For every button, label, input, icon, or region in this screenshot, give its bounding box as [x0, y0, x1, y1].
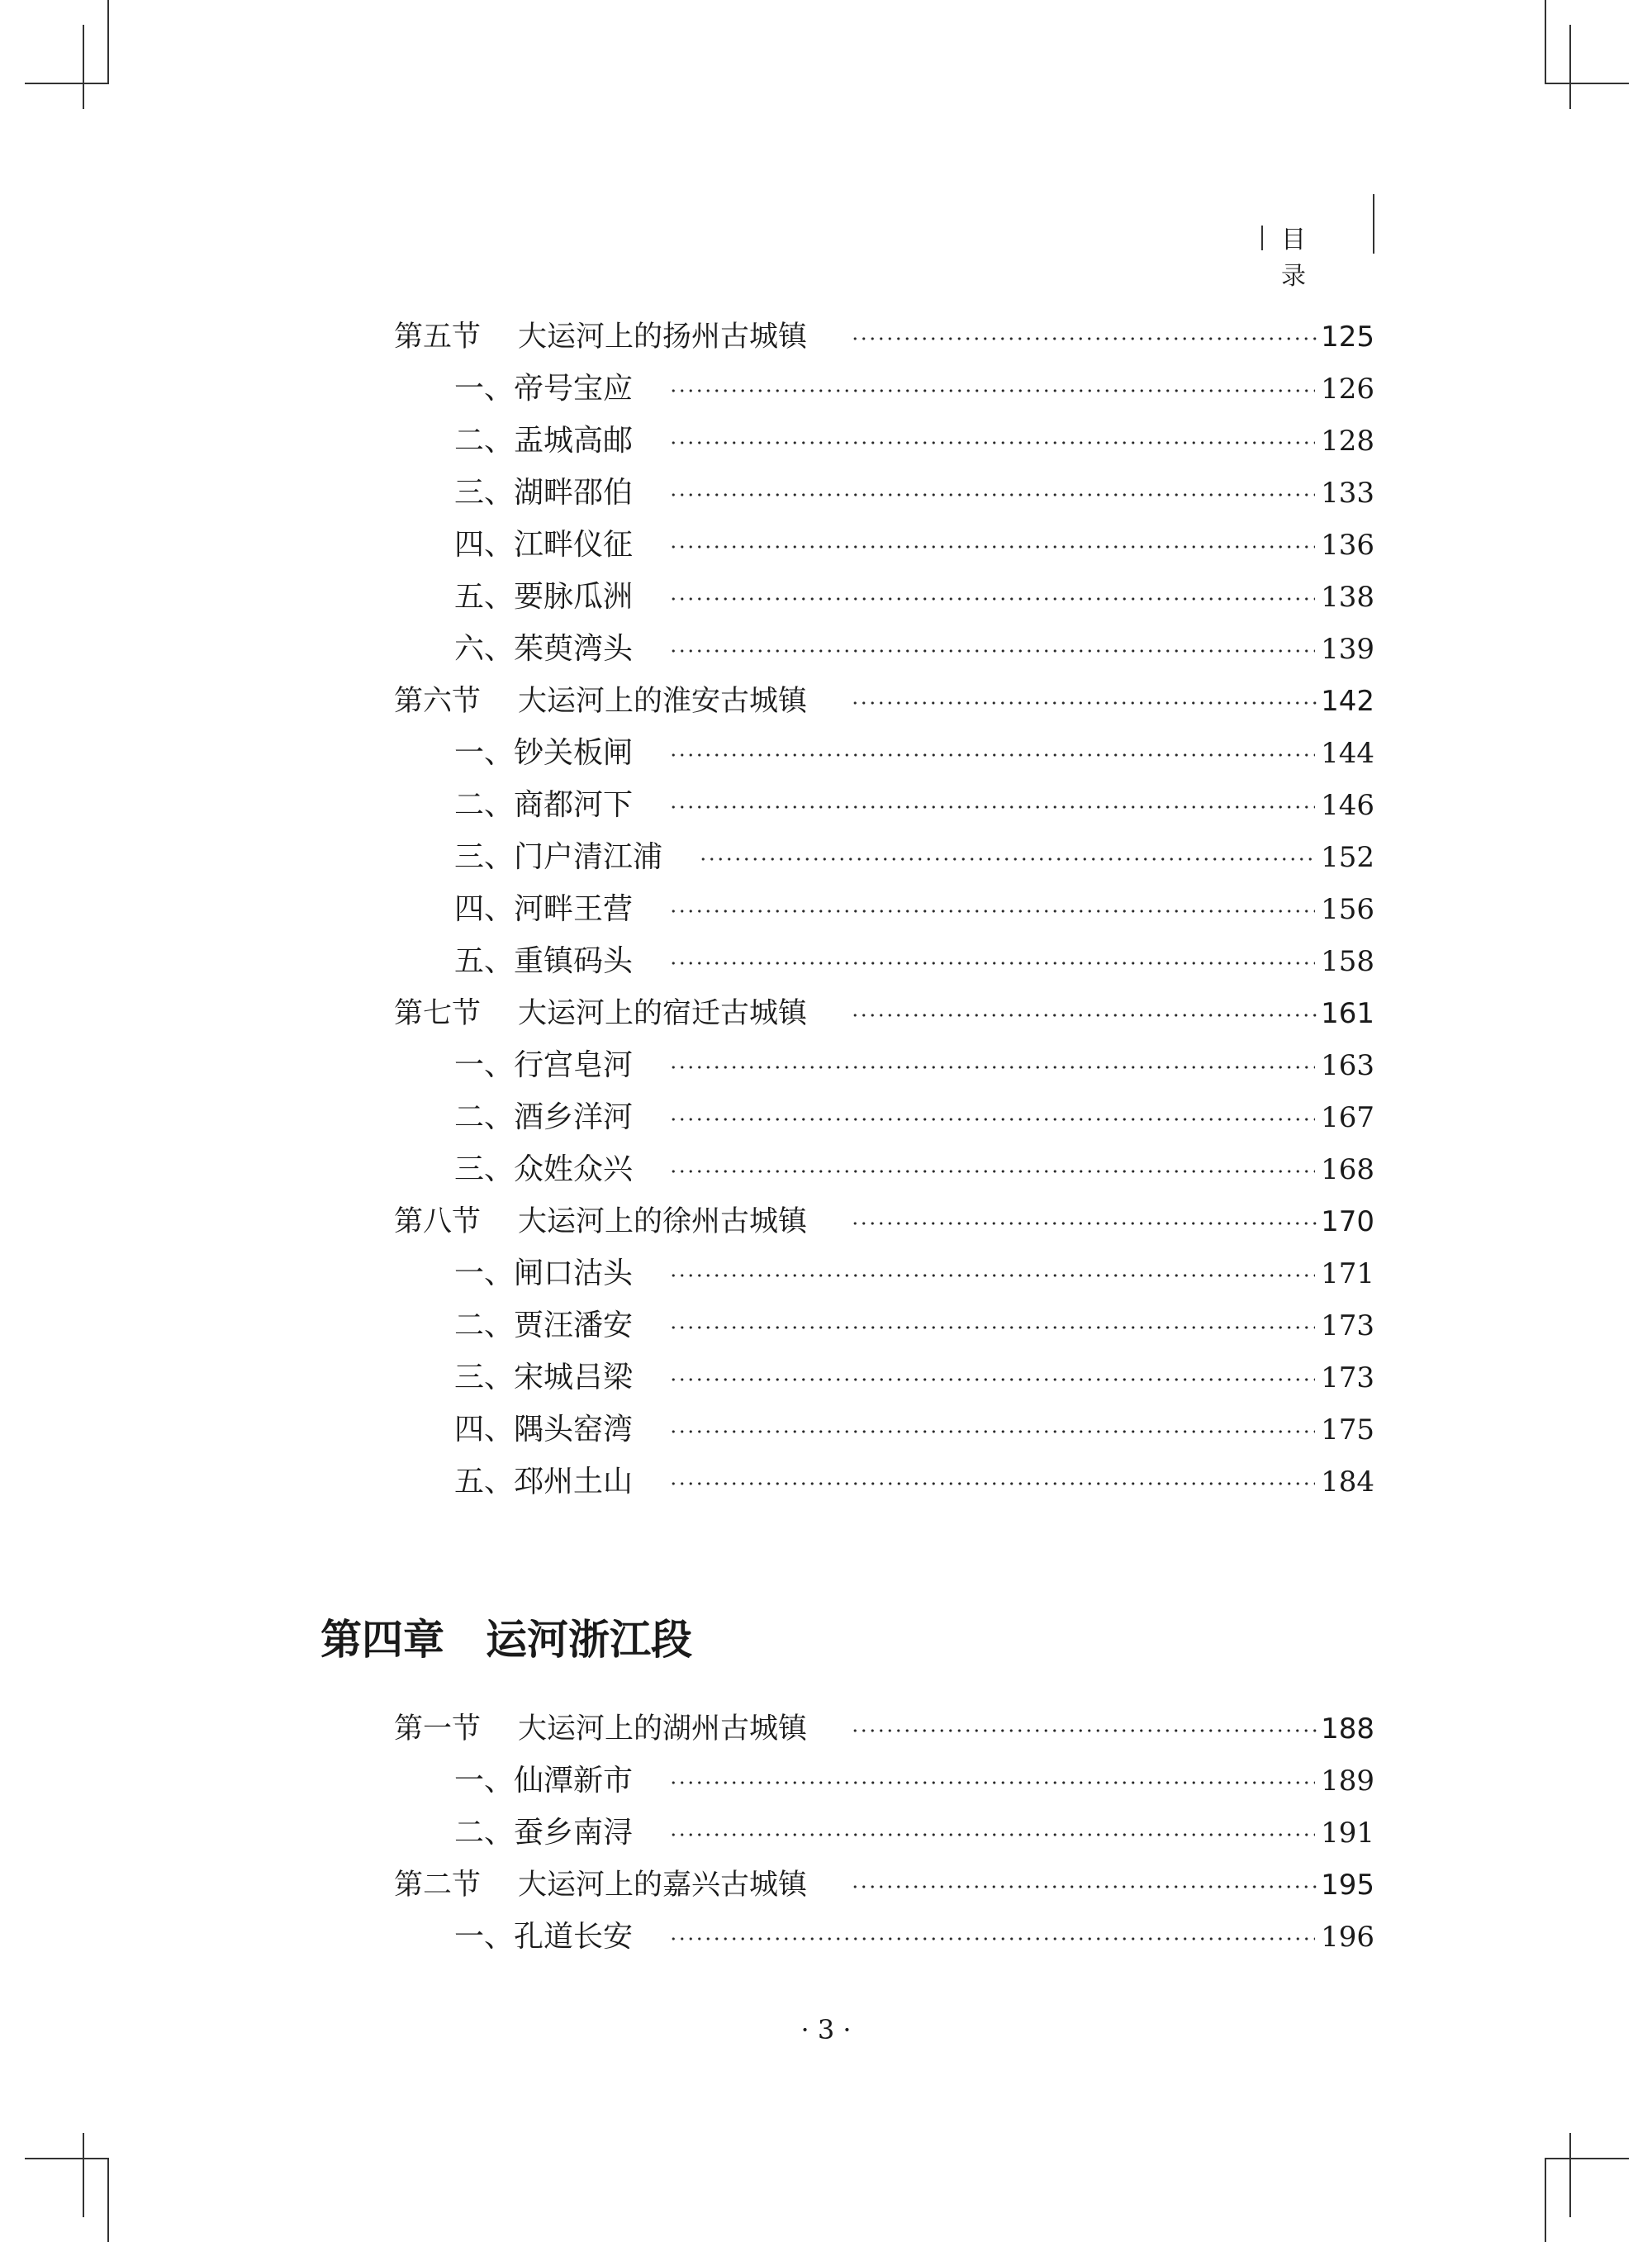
toc-leader-dots [669, 597, 1315, 601]
toc-subsection-label: 二、酒乡洋河 [454, 1100, 634, 1134]
toc-subsection-row[interactable] [0, 1405, 1652, 1455]
toc-page-number: 126 [1321, 373, 1374, 406]
chapter-number: 第四章 [320, 1615, 444, 1664]
toc-page-number: 133 [1321, 477, 1374, 510]
toc-subsection-row[interactable] [0, 364, 1652, 414]
toc-subsection-label: 三、门户清江浦 [454, 840, 663, 874]
toc-subsection-row[interactable] [0, 1093, 1652, 1142]
toc-page-number: 152 [1321, 841, 1374, 874]
toc-leader-dots [669, 1066, 1315, 1069]
toc-page-number: 144 [1321, 737, 1374, 770]
toc-subsection-row[interactable] [0, 1041, 1652, 1090]
toc-subsection-label: 四、河畔王营 [454, 892, 634, 926]
toc-subsection-label: 二、贾汪潘安 [454, 1309, 634, 1342]
toc-subsection-label: 三、众姓众兴 [454, 1152, 634, 1186]
chapter-heading [320, 1607, 692, 1673]
toc-section-row[interactable] [0, 989, 1652, 1038]
toc-page-number: 173 [1321, 1361, 1374, 1394]
toc-page-number: 173 [1321, 1309, 1374, 1342]
toc-section-title: 大运河上的嘉兴古城镇 [518, 1869, 808, 1902]
toc-page-number: 188 [1321, 1712, 1374, 1746]
toc-leader-dots [669, 441, 1315, 444]
toc-subsection-label: 五、要脉瓜洲 [454, 580, 634, 614]
toc-subsection-row[interactable] [0, 1301, 1652, 1351]
toc-subsection-row[interactable] [0, 1808, 1652, 1858]
toc-leader-dots [669, 1430, 1315, 1433]
toc-subsection-row[interactable] [0, 468, 1652, 518]
toc-section-number: 第二节 [394, 1869, 482, 1902]
toc-subsection-row[interactable] [0, 729, 1652, 778]
toc-page-number: 184 [1321, 1465, 1374, 1499]
toc-section-title: 大运河上的宿迁古城镇 [518, 997, 808, 1030]
toc-leader-dots [669, 389, 1315, 392]
toc-subsection-label: 一、帝号宝应 [454, 372, 634, 406]
toc-section-number: 第七节 [394, 997, 482, 1030]
toc-page-number: 163 [1321, 1049, 1374, 1082]
running-head-bar [1261, 226, 1263, 250]
toc-page-number: 156 [1321, 893, 1374, 926]
toc-subsection-label: 二、蚕乡南浔 [454, 1816, 634, 1850]
toc-leader-dots [669, 1118, 1315, 1121]
toc-section-row[interactable] [0, 1197, 1652, 1247]
toc-subsection-label: 一、闸口沽头 [454, 1256, 634, 1290]
toc-subsection-row[interactable] [0, 781, 1652, 830]
toc-section-label [394, 989, 807, 1038]
toc-leader-dots [851, 337, 1317, 340]
toc-section-number: 第八节 [394, 1205, 482, 1238]
toc-subsection-label: 三、宋城吕梁 [454, 1361, 634, 1394]
running-head-rule [1373, 194, 1374, 254]
toc-page-number: 128 [1321, 425, 1374, 458]
toc-section-number: 第五节 [394, 321, 482, 354]
toc-page-number: 146 [1321, 789, 1374, 822]
toc-section-label [394, 1197, 807, 1247]
toc-subsection-label: 一、钞关板闸 [454, 736, 634, 770]
toc-leader-dots [669, 1937, 1315, 1940]
toc-leader-dots [851, 1729, 1317, 1732]
toc-leader-dots [669, 753, 1315, 757]
toc-page-number: 189 [1321, 1765, 1374, 1798]
toc-leader-dots [669, 962, 1315, 965]
toc-page-number: 158 [1321, 945, 1374, 978]
toc-page-number: 161 [1321, 997, 1374, 1030]
toc-page-number: 191 [1321, 1817, 1374, 1850]
toc-subsection-row[interactable] [0, 1145, 1652, 1195]
toc-subsection-row[interactable] [0, 833, 1652, 882]
toc-leader-dots [851, 1222, 1317, 1225]
toc-section-row[interactable] [0, 312, 1652, 362]
toc-leader-dots [669, 1378, 1315, 1381]
toc-subsection-row[interactable] [0, 937, 1652, 986]
toc-leader-dots [699, 857, 1315, 861]
toc-page-number: 139 [1321, 633, 1374, 666]
toc-page-number: 125 [1321, 321, 1374, 354]
toc-leader-dots [669, 1326, 1315, 1329]
toc-subsection-row[interactable] [0, 520, 1652, 570]
toc-section-title: 大运河上的淮安古城镇 [518, 685, 808, 718]
toc-section-title: 大运河上的扬州古城镇 [518, 321, 808, 354]
toc-subsection-row[interactable] [0, 1912, 1652, 1962]
toc-subsection-label: 四、隅头窑湾 [454, 1413, 634, 1446]
toc-section-label [394, 1704, 807, 1754]
toc-subsection-row[interactable] [0, 885, 1652, 934]
toc-subsection-label: 一、行宫皂河 [454, 1048, 634, 1082]
toc-section-number: 第六节 [394, 685, 482, 718]
toc-page-number: 195 [1321, 1869, 1374, 1902]
toc-section-label [394, 312, 807, 362]
toc-leader-dots [669, 1833, 1315, 1836]
toc-leader-dots [669, 493, 1315, 496]
toc-subsection-row[interactable] [0, 625, 1652, 674]
toc-section-row[interactable] [0, 1704, 1652, 1754]
toc-leader-dots [669, 545, 1315, 549]
toc-subsection-row[interactable] [0, 1756, 1652, 1806]
toc-page-number: 138 [1321, 581, 1374, 614]
toc-section-title: 大运河上的湖州古城镇 [518, 1712, 808, 1746]
toc-page-number: 196 [1321, 1921, 1374, 1954]
toc-section-row[interactable] [0, 677, 1652, 726]
toc-page-number: 142 [1321, 685, 1374, 718]
toc-page-number: 175 [1321, 1413, 1374, 1446]
toc-leader-dots [669, 1274, 1315, 1277]
chapter-title: 运河浙江段 [486, 1615, 692, 1664]
running-head-title: 目 录 [1281, 226, 1326, 291]
toc-leader-dots [669, 910, 1315, 913]
page-number: · 3 · [800, 2014, 852, 2045]
toc-leader-dots [669, 649, 1315, 653]
toc-subsection-row[interactable] [0, 1249, 1652, 1299]
toc-leader-dots [669, 1170, 1315, 1173]
toc-subsection-label: 五、邳州土山 [454, 1465, 634, 1499]
toc-subsection-row[interactable] [0, 1457, 1652, 1507]
toc-leader-dots [669, 1781, 1315, 1784]
running-head [1243, 219, 1375, 291]
toc-section-row[interactable] [0, 1860, 1652, 1910]
toc-subsection-row[interactable] [0, 416, 1652, 466]
toc-subsection-label: 二、商都河下 [454, 788, 634, 822]
toc-subsection-label: 六、茱萸湾头 [454, 632, 634, 666]
toc-leader-dots [669, 1482, 1315, 1485]
toc-subsection-label: 四、江畔仪征 [454, 528, 634, 562]
toc-section-number: 第一节 [394, 1712, 482, 1746]
toc-leader-dots [851, 1014, 1317, 1017]
toc-page-number: 171 [1321, 1257, 1374, 1290]
toc-subsection-label: 一、孔道长安 [454, 1920, 634, 1954]
toc-leader-dots [851, 701, 1317, 705]
toc-subsection-label: 一、仙潭新市 [454, 1764, 634, 1798]
toc-page-number: 168 [1321, 1153, 1374, 1186]
toc-page-number: 170 [1321, 1205, 1374, 1238]
toc-subsection-label: 二、盂城高邮 [454, 424, 634, 458]
toc-subsection-label: 三、湖畔邵伯 [454, 476, 634, 510]
toc-subsection-label: 五、重镇码头 [454, 944, 634, 978]
toc-subsection-row[interactable] [0, 572, 1652, 622]
toc-leader-dots [669, 805, 1315, 809]
toc-page-number: 136 [1321, 529, 1374, 562]
toc-page-number: 167 [1321, 1101, 1374, 1134]
toc-section-label [394, 1860, 807, 1910]
toc-subsection-row[interactable] [0, 1353, 1652, 1403]
toc-leader-dots [851, 1885, 1317, 1888]
toc-section-title: 大运河上的徐州古城镇 [518, 1205, 808, 1238]
toc-section-label [394, 677, 807, 726]
